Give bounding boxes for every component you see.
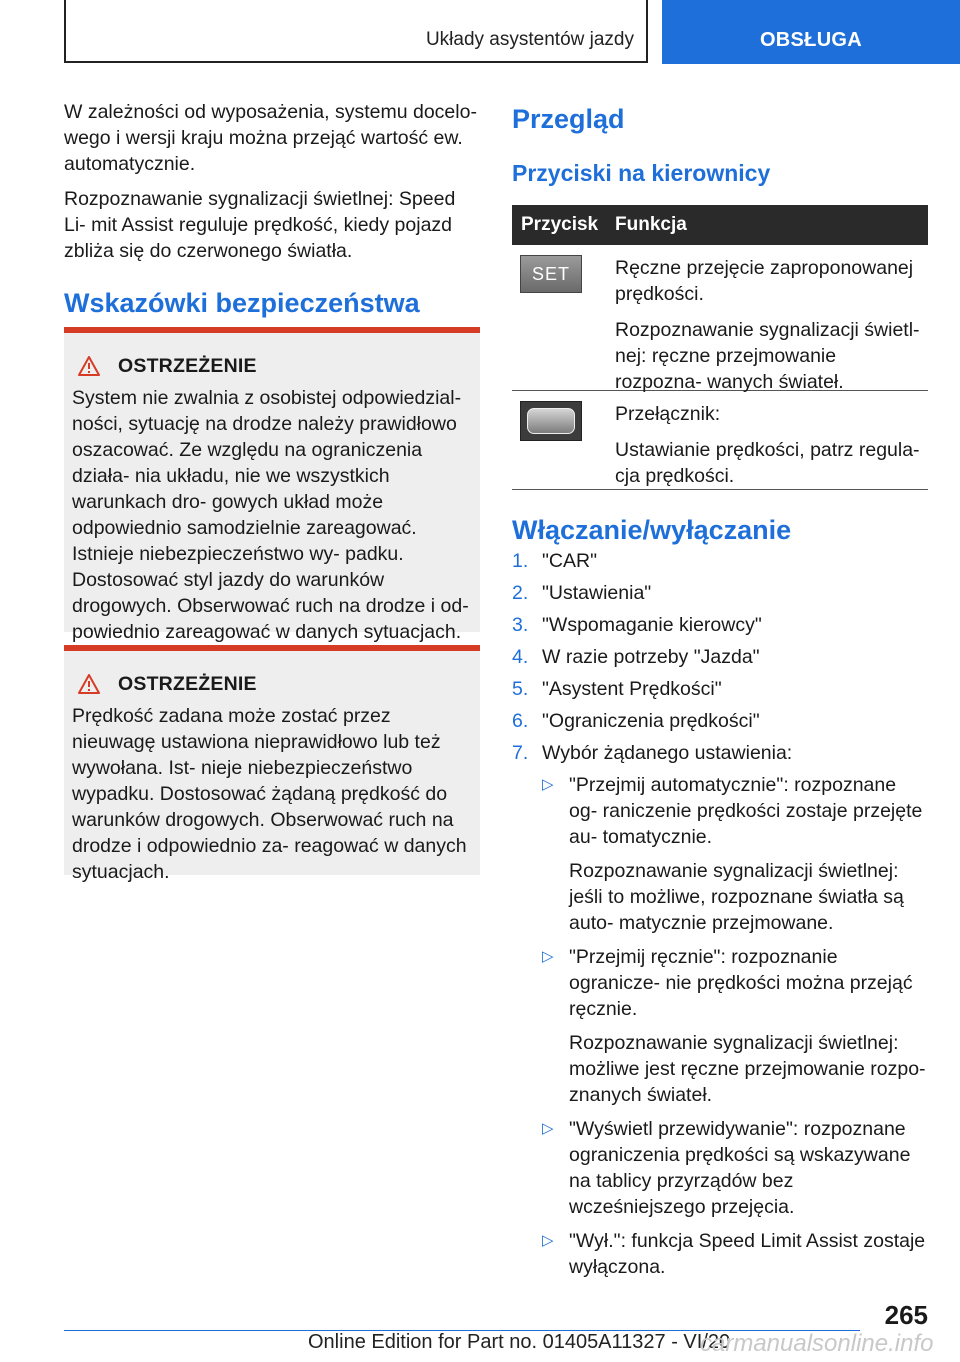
function-cell [612, 245, 928, 393]
triangle-bullet-icon: ▷ [542, 1232, 554, 1249]
list-item [542, 772, 928, 936]
warning-title: OSTRZEŻENIE [118, 672, 257, 695]
intro-paragraph-1: W zależności od wyposażenia, systemu docelo- wego i wersji kraju można przejąć wartość ew. automatycznie. [64, 101, 477, 175]
list-item [512, 580, 928, 606]
intro-paragraph-2: Rozpoznawanie sygnalizacji świetlnej: Speed Li- mit Assist reguluje prędkość, kiedy pojazd zbliża się do czerwonego światła. [64, 188, 456, 262]
onoff-heading: Włączanie/wyłączanie [512, 515, 792, 545]
step-number: 2. [512, 582, 529, 604]
warning-triangle-icon [78, 356, 100, 376]
function-text: Ręczne przejęcie zaproponowanej prędkości. [615, 257, 914, 305]
option-text: "Przejmij automatycznie": rozpoznane og- raniczenie prędkości zostaje przejęte au- tomatycznie. [569, 774, 923, 848]
options-list [542, 772, 928, 1280]
list-item [542, 944, 928, 1108]
triangle-bullet-icon: ▷ [542, 1120, 554, 1137]
function-text: Przełącznik: [615, 403, 721, 425]
list-item [512, 676, 928, 702]
function-text: Ustawianie prędkości, patrz regula- cja prędkości. [615, 439, 920, 487]
warning-text: Prędkość zadana może zostać przez nieuwagę ustawiona nieprawidłowo lub też wywołana. Ist- nieje niebezpieczeństwo wypadku. Dostosować żądaną prędkość do warunków drogowych. Obserwować ruch na drodze i odpowiednio za- reagować w danych sytuacjach. [72, 705, 467, 883]
warning-header [72, 353, 474, 379]
rocker-switch-icon [520, 401, 582, 441]
step-text: "Asystent Prędkości" [542, 678, 722, 700]
list-item [512, 740, 928, 766]
step-text: Wybór żądanego ustawienia: [542, 742, 793, 764]
buttons-table [512, 205, 928, 490]
col-header-function: Funkcja [615, 214, 687, 235]
step-number: 5. [512, 678, 529, 700]
safety-heading: Wskazówki bezpieczeństwa [64, 288, 420, 318]
triangle-bullet-icon: ▷ [542, 948, 554, 965]
step-number: 3. [512, 614, 529, 636]
watermark: carmanualsonline.info [700, 1330, 934, 1357]
step-text: "Ograniczenia prędkości" [542, 710, 760, 732]
set-button-icon [520, 255, 582, 293]
step-number: 7. [512, 742, 529, 764]
step-number: 4. [512, 646, 529, 668]
list-item [542, 1228, 928, 1280]
overview-heading: Przegląd [512, 104, 625, 134]
warning-box-1 [64, 327, 480, 643]
step-text: "Wspomaganie kierowcy" [542, 614, 762, 636]
step-text: W razie potrzeby "Jazda" [542, 646, 760, 668]
set-button-label: SET [531, 263, 570, 284]
warning-triangle-icon [78, 674, 100, 694]
option-note: Rozpoznawanie sygnalizacji świetlnej: możliwe jest ręczne przejmowanie rozpo- znanych świateł. [569, 1032, 926, 1106]
list-item [512, 644, 928, 670]
warning-text: System nie zwalnia z osobistej odpowiedzial- ności, sytuację na drodze należy prawidłowo oszacować. Ze względu na ograniczenia działa- nia układu, nie we wszystkich warunkach dro- gowych układ może odpowiednio samodzielnie zareagować. Istnieje niebezpieczeństwo wy- padku. Dostosować styl jazdy do warunków drogowych. Obserwować ruch na drodze i od- powiednio zareagować w danych sytuacjach. [72, 387, 469, 643]
warning-header [72, 671, 474, 697]
option-text: "Wyświetl przewidywanie": rozpoznane ograniczenia prędkości są wskazywane na tablicy przyrządów bez wcześniejszego przejęcia. [569, 1118, 911, 1218]
list-item [512, 548, 928, 574]
option-note: Rozpoznawanie sygnalizacji świetlnej: jeśli to możliwe, rozpoznane światła są auto- matycznie przejmowane. [569, 860, 904, 934]
step-number: 1. [512, 550, 529, 572]
option-text: "Wył.": funkcja Speed Limit Assist zostaje wyłączona. [569, 1230, 926, 1278]
warning-title: OSTRZEŻENIE [118, 354, 257, 377]
table-row [512, 391, 928, 490]
step-number: 6. [512, 710, 529, 732]
warning-box-2 [64, 645, 480, 883]
chapter-tab-label: OBSŁUGA [759, 29, 863, 51]
list-item [542, 1116, 928, 1220]
function-cell [612, 391, 928, 489]
step-text: "CAR" [542, 550, 598, 572]
steps-list [512, 548, 928, 1288]
edition-text: Online Edition for Part no. 01405A11327 - VI/20 [308, 1331, 731, 1353]
triangle-bullet-icon: ▷ [542, 776, 554, 793]
col-header-button: Przycisk [521, 214, 599, 235]
option-text: "Przejmij ręcznie": rozpoznanie ogranicze- nie prędkości można przejąć ręcznie. [569, 946, 913, 1020]
buttons-heading: Przyciski na kierownicy [512, 160, 771, 186]
page-number: 265 [884, 1300, 928, 1330]
button-cell [512, 391, 612, 489]
button-cell [512, 245, 612, 390]
list-item [512, 708, 928, 734]
function-text: Rozpoznawanie sygnalizacji świetl- nej: ręczne przejmowanie rozpozna- wanych świateł. [615, 319, 920, 393]
table-header [512, 205, 928, 245]
table-row [512, 245, 928, 391]
step-text: "Ustawienia" [542, 582, 652, 604]
list-item [512, 612, 928, 638]
section-title: Układy asystentów jazdy [425, 29, 634, 50]
